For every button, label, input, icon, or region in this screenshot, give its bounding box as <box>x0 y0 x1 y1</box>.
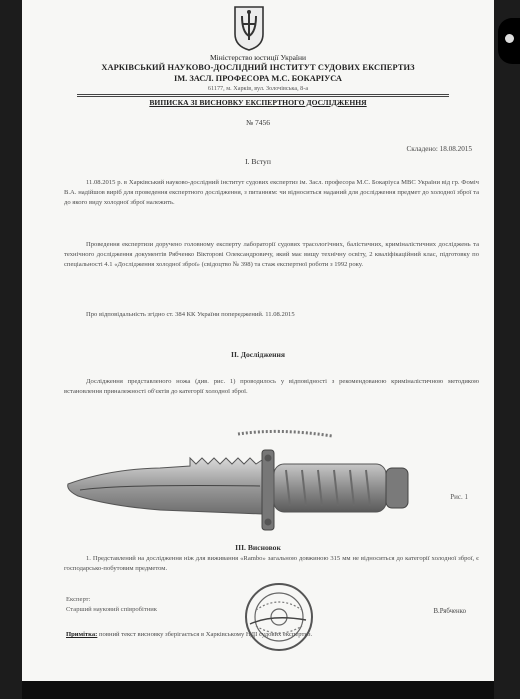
document-page <box>22 0 494 699</box>
paragraph-warning: Про відповідальність згідно ст. 384 КК України попереджений. 11.08.2015 <box>86 311 295 318</box>
section-research-heading: II. Дослідження <box>231 350 285 359</box>
bottom-bar <box>22 681 494 699</box>
camera-notch-icon <box>498 18 520 64</box>
institute-address: 61177, м. Харків, вул. Золочівська, 8-а <box>207 85 309 92</box>
header-divider <box>77 94 449 95</box>
coat-of-arms-icon <box>232 4 266 52</box>
note-label: Примітка: <box>66 631 98 638</box>
paracord-cord <box>238 431 332 436</box>
knife-image <box>40 424 480 548</box>
section-intro-heading: I. Вступ <box>245 157 271 166</box>
official-stamp-icon <box>242 580 316 654</box>
note-text: повний текст висновку зберігається в Харківському НДІ судових експертиз. <box>99 631 313 638</box>
document-date: Складено: 18.08.2015 <box>406 145 472 153</box>
institute-named-after: ІМ. ЗАСЛ. ПРОФЕСОРА М.С. БОКАРІУСА <box>174 74 342 83</box>
institute-name: ХАРКІВСЬКИЙ НАУКОВО-ДОСЛІДНИЙ ІНСТИТУТ СУДОВИХ ЕКСПЕРТИЗ <box>101 63 415 72</box>
header-divider-2 <box>77 96 449 97</box>
section-conclusion-heading: III. Висновок <box>235 543 281 552</box>
paragraph-conclusion: 1. Представлений на дослідження ніж для виживання «Rambo» загальною довжиною 315 мм не відноситься до категорії холодної зброї, є господарсько-побутовим предметом. <box>64 555 479 572</box>
note-block <box>66 630 478 640</box>
paragraph-intro: 11.08.2015 р. в Харківський науково-дослідний інститут судових експертиз ім. Засл. професора М.С. Бокаріуса МВС України від гр. Фоміч В.А. надійшов виріб для проведення експертного дослідження, з питанням: чи відноситься наданий для дослідження предмет до холодної зброї та до якого виду холодної зброї належить. <box>64 179 479 206</box>
figure-label: Рис. 1 <box>450 493 468 501</box>
signature-role-label: Експерт: <box>66 596 91 603</box>
document-number: № 7456 <box>245 118 271 127</box>
paragraph-research: Дослідження представленого ножа (див. рис. 1) проводилось у відповідності з рекомендованою криміналістичною методикою встановлення приналежності об'єктів до категорії холодної зброї. <box>64 378 479 395</box>
signature-role-title: Старший науковий співробітник <box>66 606 158 613</box>
ministry-name: Міністерство юстиції України <box>209 53 307 62</box>
signature-name: В.Рябченко <box>433 608 466 615</box>
paragraph-expert: Проведення експертизи доручено головному експерту лабораторії судових трасологічних, балістичних, криміналістичних досліджень та технічного дослідження документів Рябченко Вікторові Олександровичу, який має вищу технічну освіту, 2 кваліфікаційний клас, підготовку по спеціальності 4.1 «Дослідження холодної зброї» (свідоцтво № 398) та стаж експертної роботи з 1992 року. <box>64 241 479 268</box>
document-title: ВИПИСКА ЗІ ВИСНОВКУ ЕКСПЕРТНОГО ДОСЛІДЖЕННЯ <box>149 98 367 107</box>
